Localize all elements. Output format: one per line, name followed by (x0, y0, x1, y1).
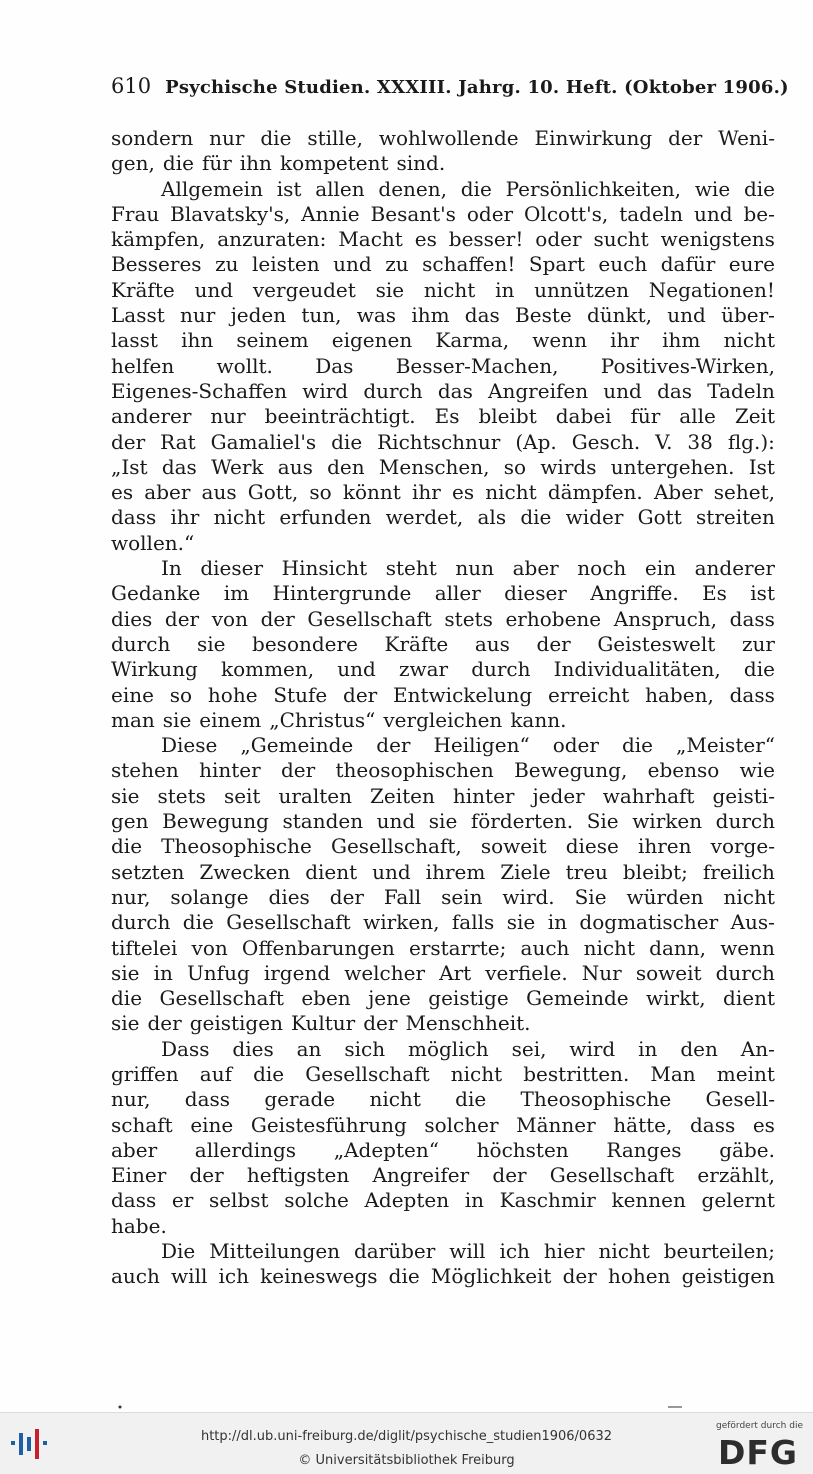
text-line: gen Bewegung standen und sie förderten. Sie wirken durch (111, 809, 775, 834)
text-line: sie in Unfug irgend welcher Art verfiele. Nur soweit durch (111, 960, 775, 985)
text-line: auch will ich keineswegs die Möglichkeit der hohen geistigen (111, 1264, 775, 1289)
text-line: Wirkung kommen, und zwar durch Individualitäten, die (111, 657, 775, 682)
text-line: der Rat Gamaliel's die Richtschnur (Ap. Gesch. V. 38 flg.): (111, 429, 775, 454)
text-line: die Gesellschaft eben jene geistige Gemeinde wirkt, dient (111, 986, 775, 1011)
text-line: Kräfte und vergeudet sie nicht in unnützen Negationen! (111, 277, 775, 302)
funder-caption: gefördert durch die (716, 1421, 803, 1431)
text-line: durch sie besondere Kräfte aus der Geisteswelt zur (111, 631, 775, 656)
text-line: helfen wollt. Das Besser-Machen, Positives-Wirken, (111, 353, 775, 378)
text-line: Diese „Gemeinde der Heiligen“ oder die „Meister“ (161, 733, 775, 758)
text-line: Besseres zu leisten und zu schaffen! Spart euch dafür eure (111, 252, 775, 277)
text-line: dies der von der Gesellschaft stets erhobene Anspruch, dass (111, 606, 775, 631)
text-line: man sie einem „Christus“ vergleichen kann. (111, 707, 567, 732)
text-line: die Theosophische Gesellschaft, soweit diese ihren vorge- (111, 834, 775, 859)
text-line: Gedanke im Hintergrunde aller dieser Angriffe. Es ist (111, 581, 775, 606)
text-line: Lasst nur jeden tun, was ihm das Beste dünkt, und über- (111, 303, 775, 328)
text-line: gen, die für ihn kompetent sind. (111, 151, 446, 176)
page-edge-marks (0, 1404, 813, 1412)
text-line: wollen.“ (111, 530, 195, 555)
text-line: nur, solange dies der Fall sein wird. Sie würden nicht (111, 884, 775, 909)
text-line: lasst ihn seinem eigenen Karma, wenn ihr ihm nicht (111, 328, 775, 353)
text-line: durch die Gesellschaft wirken, falls sie in dogmatischer Aus- (111, 910, 775, 935)
text-line: kämpfen, anzuraten: Macht es besser! oder sucht wenigstens (111, 227, 775, 252)
text-line: setzten Zwecken dient und ihrem Ziele treu bleibt; freilich (111, 859, 775, 884)
text-line: sie stets seit uralten Zeiten hinter jeder wahrhaft geisti- (111, 783, 775, 808)
source-url-link[interactable]: http://dl.ub.uni-freiburg.de/diglit/psychische_studien1906/0632 (200, 1429, 613, 1444)
text-line: tiftelei von Offenbarungen erstarrte; auch nicht dann, wenn (111, 935, 775, 960)
text-line: sondern nur die stille, wohlwollende Einwirkung der Weni- (111, 126, 775, 150)
text-line: dass ihr nicht erfunden werdet, als die wider Gott streiten (111, 505, 775, 530)
copyright-notice: © Universitätsbibliothek Freiburg (298, 1453, 515, 1468)
text-line: aber allerdings „Adepten“ höchsten Ranges gäbe. (111, 1137, 775, 1162)
viewer-footer (0, 1412, 813, 1474)
running-title: Psychische Studien. XXXIII. Jahrg. 10. Heft. (Oktober 1906.) (165, 77, 789, 98)
text-line: „Ist das Werk aus den Menschen, so wirds untergehen. Ist (111, 454, 775, 479)
text-line: sie der geistigen Kultur der Menschheit. (111, 1011, 531, 1036)
text-line: Allgemein ist allen denen, die Persönlichkeiten, wie die (161, 176, 775, 201)
text-line: Dass dies an sich möglich sei, wird in den An- (161, 1036, 775, 1061)
running-header (111, 74, 789, 104)
text-line: dass er selbst solche Adepten in Kaschmir kennen gelernt (111, 1188, 775, 1213)
text-line: Frau Blavatsky's, Annie Besant's oder Olcott's, tadeln und be- (111, 201, 775, 226)
text-line: Einer der heftigsten Angreifer der Gesellschaft erzählt, (111, 1163, 775, 1188)
page-number: 610 (111, 74, 152, 98)
text-line: anderer nur beeinträchtigt. Es bleibt dabei für alle Zeit (111, 404, 775, 429)
text-line: es aber aus Gott, so könnt ihr es nicht dämpfen. Aber sehet, (111, 480, 775, 505)
text-line: griffen auf die Gesellschaft nicht bestritten. Man meint (111, 1061, 775, 1086)
body-text (111, 126, 775, 1290)
text-line: habe. (111, 1213, 167, 1238)
dfg-logo: DFG (718, 1433, 799, 1472)
text-line: eine so hohe Stufe der Entwickelung erreicht haben, dass (111, 682, 775, 707)
text-line: Die Mitteilungen darüber will ich hier nicht beurteilen; (161, 1239, 775, 1264)
text-line: nur, dass gerade nicht die Theosophische Gesell- (111, 1087, 775, 1112)
text-line: stehen hinter der theosophischen Bewegung, ebenso wie (111, 758, 775, 783)
text-line: In dieser Hinsicht steht nun aber noch ein anderer (161, 556, 775, 581)
text-line: Eigenes-Schaffen wird durch das Angreifen und das Tadeln (111, 378, 775, 403)
text-line: schaft eine Geistesführung solcher Männer hätte, dass es (111, 1112, 775, 1137)
